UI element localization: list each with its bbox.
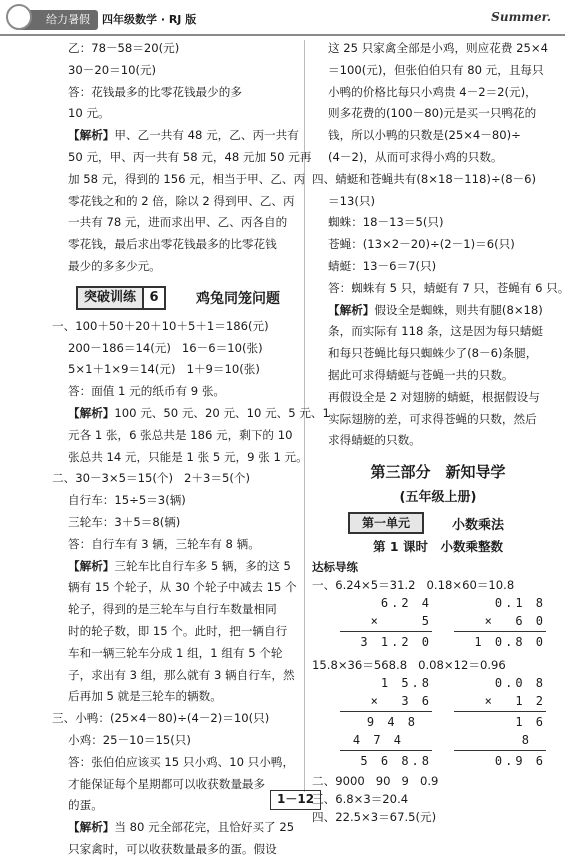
analysis-label: 【解析】 bbox=[328, 302, 375, 317]
exercise-subhead: 达标导练 bbox=[312, 560, 358, 575]
unit-header bbox=[312, 510, 564, 536]
header-badge: 给力暑假 bbox=[18, 10, 98, 30]
section-badge: 突破训练 6 bbox=[76, 286, 166, 310]
analysis-line: 时的轮子数，即 15 个。此时，把一辆自行 bbox=[68, 623, 288, 638]
vertical-multiplication: 0.0 8 × 1 2 1 6 8 0.9 6 bbox=[454, 674, 546, 770]
answer-line: 三、小鸭：(25×4－80)÷(4－2)＝10(只) bbox=[52, 711, 270, 726]
answer-line: 30－20＝10(元) bbox=[68, 62, 157, 77]
answer-line: 10 元。 bbox=[68, 106, 110, 121]
answer-line: 二、9000 90 9 0.9 bbox=[312, 774, 439, 789]
section-title: 鸡兔同笼问题 bbox=[196, 290, 280, 307]
answer-line: 蜘蛛：18－13＝5(只) bbox=[328, 215, 444, 230]
analysis-line: 再假设全是 2 对翅膀的蜻蜓，根据假设与 bbox=[328, 389, 540, 404]
answer-line: 答：花钱最多的比零花钱最少的多 bbox=[68, 84, 242, 99]
vertical-multiplication: 6.2 4 × 5 3 1.2 0 bbox=[340, 594, 432, 651]
analysis-line: 轮子，得到的是三轮车与自行车数量相同 bbox=[68, 602, 277, 617]
left-column bbox=[52, 38, 330, 861]
book-logo-icon bbox=[6, 4, 32, 30]
answer-line: 答：自行车有 3 辆，三轮车有 8 辆。 bbox=[68, 536, 260, 551]
answer-line: 的蛋。 bbox=[68, 798, 103, 813]
answer-line: 5×1＋1×9＝14(元) 1＋9＝10(张) bbox=[68, 362, 260, 377]
unit-title: 小数乘法 bbox=[452, 518, 505, 534]
analysis-line: 只家禽时，可以收获数量最多的蛋。假设 bbox=[68, 841, 277, 856]
vertical-multiplication: 1 5.8 × 3 6 9 4 8 4 7 4 5 6 8.8 bbox=[340, 674, 432, 770]
analysis-line: 零花钱之和的 2 倍，除以 2 得到甲、乙、丙 bbox=[68, 193, 295, 208]
analysis-line: 钱，所以小鸭的只数是(25×4－80)÷ bbox=[328, 128, 521, 143]
answer-line: 答：蜘蛛有 5 只，蜻蜓有 7 只，苍蝇有 6 只。 bbox=[328, 280, 569, 295]
lesson-title: 第 1 课时 小数乘整数 bbox=[373, 539, 503, 555]
calc-rule bbox=[340, 631, 432, 632]
section-header bbox=[52, 282, 307, 314]
analysis-line: 一共有 78 元，进而求出甲、乙、丙各自的 bbox=[68, 215, 288, 230]
analysis-line: 实际翅膀的差，可求得苍蝇的只数，然后 bbox=[328, 411, 537, 426]
answer-line: 15.8×36＝568.8 0.08×12＝0.96 bbox=[312, 658, 506, 673]
analysis-line: 辆有 15 个轮子，从 30 个轮子中减去 15 个 bbox=[68, 580, 297, 595]
answer-line: 小鸡：25－10＝15(只) bbox=[68, 732, 191, 747]
part-subtitle: (五年级上册) bbox=[399, 490, 477, 506]
analysis-line: ＝100(元)，但张伯伯只有 80 元，且每只 bbox=[328, 62, 544, 77]
answer-line: 二、30－3×5＝15(个) 2＋3＝5(个) bbox=[52, 471, 251, 486]
analysis-line: 条，而实际有 118 条，这是因为每只蜻蜓 bbox=[328, 324, 544, 339]
answer-line: 四、蜻蜓和苍蝇共有(8×18－118)÷(8－6) bbox=[312, 171, 537, 186]
summer-wordmark: Summer. bbox=[491, 10, 551, 24]
page-number: 1－12 bbox=[270, 790, 321, 810]
answer-line: ＝13(只) bbox=[328, 193, 375, 208]
analysis-line: 车和一辆三轮车分成 1 组，1 组有 5 个轮 bbox=[68, 645, 283, 660]
analysis-label: 【解析】 bbox=[68, 820, 115, 835]
analysis-label: 【解析】 bbox=[68, 128, 115, 143]
analysis-line: 加 58 元，得到的 156 元，相当于甲、乙、丙 bbox=[68, 171, 306, 186]
right-column bbox=[312, 38, 569, 826]
analysis-line: 【解析】三轮车比自行车多 5 辆，多的这 5 bbox=[68, 558, 291, 573]
analysis-line: 【解析】当 80 元全部花完，且恰好买了 25 bbox=[68, 820, 295, 835]
answer-line: 三轮车：3＋5＝8(辆) bbox=[68, 514, 181, 529]
answer-line: 才能保证每个星期都可以收获数量最多 bbox=[68, 776, 266, 791]
analysis-label: 【解析】 bbox=[68, 558, 115, 573]
answer-line: 蜻蜓：13－6＝7(只) bbox=[328, 258, 437, 273]
header-rule bbox=[0, 34, 565, 36]
analysis-line: 【解析】假设全是蜘蛛，则共有腿(8×18) bbox=[328, 302, 543, 317]
calc-rule bbox=[454, 711, 546, 712]
answer-line: 一、100＋50＋20＋10＋5＋1＝186(元) bbox=[52, 318, 269, 333]
analysis-line: 这 25 只家禽全部是小鸡，则应花费 25×4 bbox=[328, 41, 548, 55]
answer-line: 三、6.8×3＝20.4 bbox=[312, 792, 409, 807]
analysis-line: 50 元，甲、丙一共有 58 元，48 元加 50 元再 bbox=[68, 149, 312, 164]
answer-line: 一、6.24×5＝31.2 0.18×60＝10.8 bbox=[312, 578, 515, 593]
analysis-line: 元各 1 张，6 张总共是 186 元，剩下的 10 bbox=[68, 427, 293, 442]
calc-rule bbox=[340, 750, 432, 751]
analysis-line: 子，求出有 3 组，那么就有 3 辆自行车，然 bbox=[68, 667, 295, 682]
part-title: 第三部分 新知导学 bbox=[370, 463, 506, 482]
analysis-line: (4－2)，从而可求得小鸡的只数。 bbox=[328, 149, 503, 164]
vertical-multiplication: 0.1 8 × 6 0 1 0.8 0 bbox=[454, 594, 546, 651]
answer-line: 苍蝇：(13×2－20)÷(2－1)＝6(只) bbox=[328, 237, 515, 252]
analysis-line: 则多花费的(100－80)元是买一只鸭花的 bbox=[328, 106, 537, 121]
analysis-line: 【解析】甲、乙一共有 48 元，乙、丙一共有 bbox=[68, 128, 299, 143]
answer-line: 自行车：15÷5＝3(辆) bbox=[68, 493, 186, 508]
analysis-line: 【解析】100 元、50 元、20 元、10 元、5 元、1 bbox=[68, 405, 330, 420]
book-title: 四年级数学 · RJ 版 bbox=[102, 13, 197, 26]
header-tab bbox=[0, 0, 205, 34]
analysis-line: 和每只苍蝇比每只蜘蛛少了(8－6)条腿， bbox=[328, 346, 538, 361]
analysis-line: 求得蜻蜓的只数。 bbox=[328, 433, 421, 448]
analysis-line: 小鸭的价格比每只小鸡贵 4－2＝2(元)， bbox=[328, 84, 537, 99]
analysis-line: 张总共 14 元，只能是 1 张 5 元，9 张 1 元。 bbox=[68, 449, 308, 464]
vertical-calc-row bbox=[312, 674, 564, 772]
analysis-line: 零花钱，最后求出零花钱最多的比零花钱 bbox=[68, 237, 277, 252]
answer-line: 答：张伯伯应该买 15 只小鸡、10 只小鸭， bbox=[68, 754, 295, 769]
calc-rule bbox=[340, 711, 432, 712]
section-number: 6 bbox=[142, 288, 164, 308]
analysis-line: 最少的多多少元。 bbox=[68, 258, 161, 273]
vertical-calc-row bbox=[312, 594, 564, 656]
analysis-label: 【解析】 bbox=[68, 405, 115, 420]
analysis-line: 据此可求得蜻蜓与苍蝇一共的只数。 bbox=[328, 367, 514, 382]
answer-line: 四、22.5×3＝67.5(元) bbox=[312, 810, 437, 825]
answer-line: 200－186＝14(元) 16－6＝10(张) bbox=[68, 340, 263, 355]
calc-rule bbox=[454, 631, 546, 632]
answer-line: 答：面值 1 元的纸币有 9 张。 bbox=[68, 384, 226, 399]
analysis-line: 后再加 5 就是三轮车的辆数。 bbox=[68, 689, 222, 704]
calc-rule bbox=[454, 750, 546, 751]
unit-badge: 第一单元 bbox=[348, 512, 424, 534]
answer-line: 乙：78－58＝20(元) bbox=[68, 41, 180, 55]
